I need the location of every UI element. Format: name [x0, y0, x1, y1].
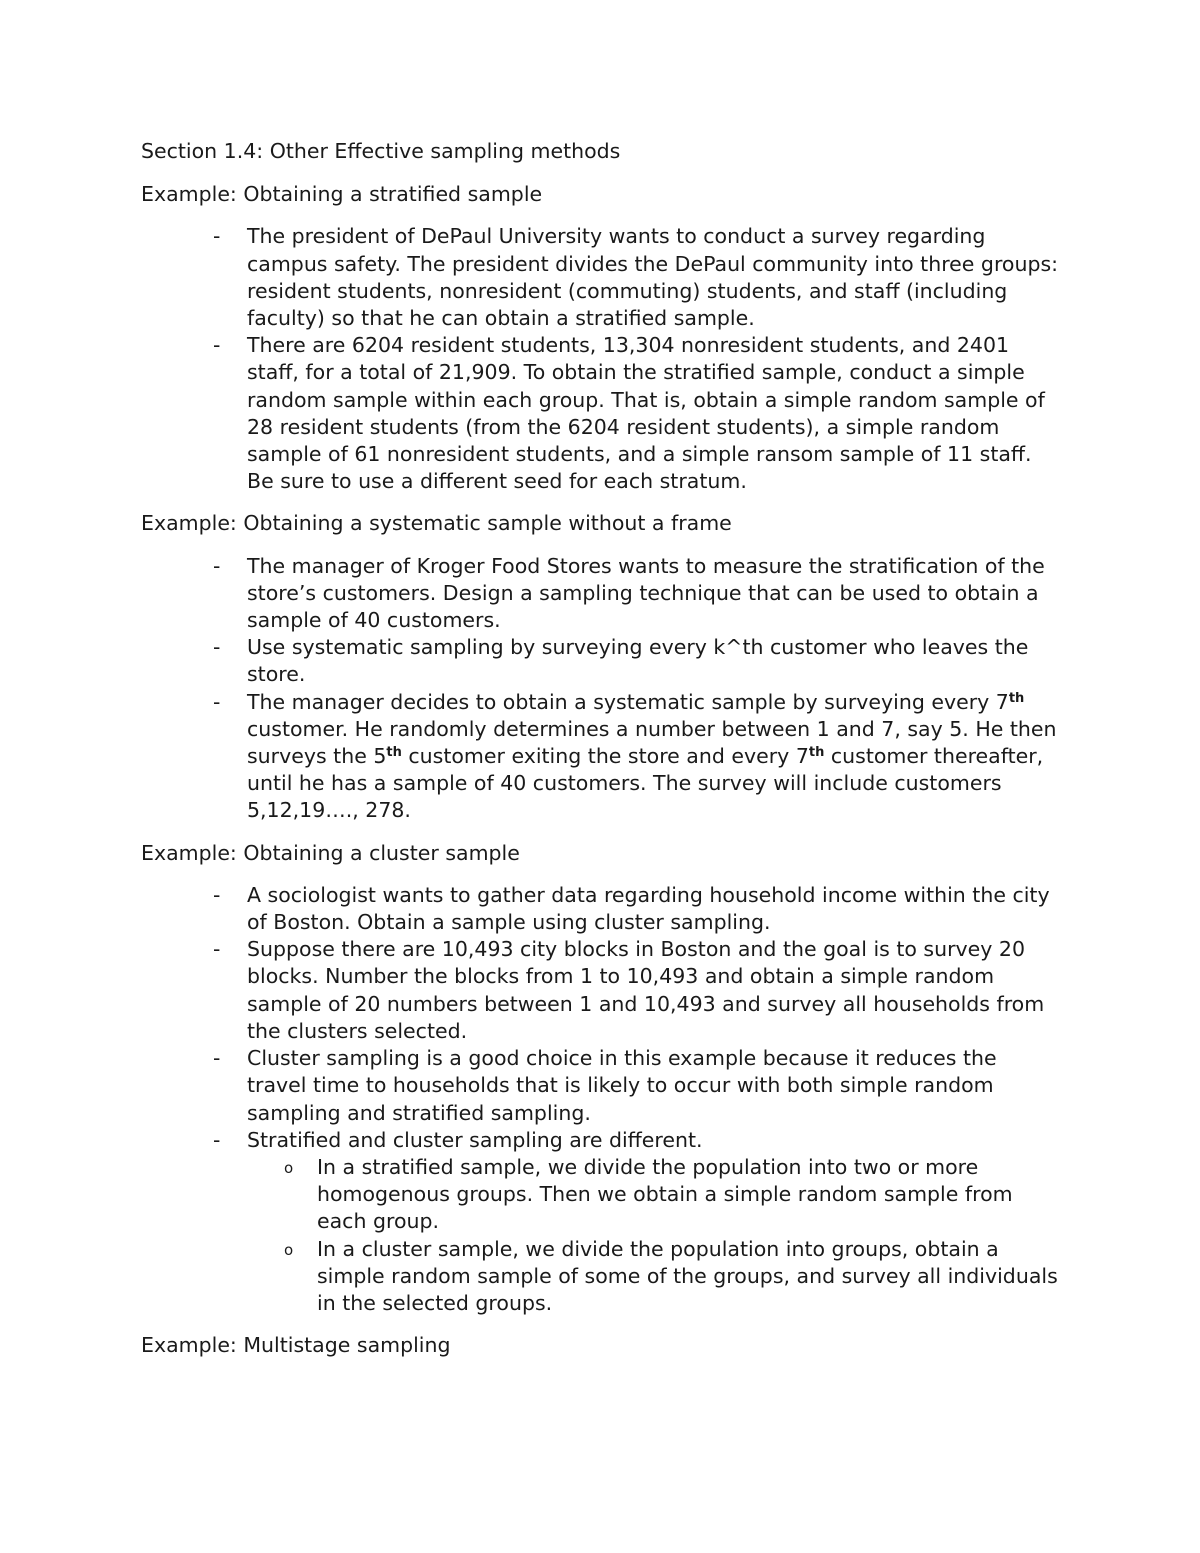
- text-fragment: customer. He randomly determines a number between 1 and 7, say 5. He then surveys the 5: [247, 716, 1057, 769]
- list-item: [213, 553, 1061, 635]
- list-item-text: The manager of Kroger Food Stores wants to measure the stratification of the store’s customers. Design a sampling technique that can be used to obtain a sample of 40 customers.: [247, 553, 1045, 633]
- list-item-text: There are 6204 resident students, 13,304 nonresident students, and 2401 staff, for a total of 21,909. To obtain the stratified sample, conduct a simple random sample within each group. That is, obtain a simple random sample of 28 resident students (from the 6204 resident students), a simple random sample of 61 nonresident students, and a simple ransom sample of 11 staff. Be sure to use a different seed for each stratum.: [247, 333, 1045, 494]
- list-item: [213, 882, 1061, 936]
- list-item-text: Cluster sampling is a good choice in this example because it reduces the travel time to households that is likely to occur with both simple random sampling and stratified sampling.: [247, 1046, 997, 1125]
- list-item: [213, 223, 1061, 332]
- example-stratified-title: Example: Obtaining a stratified sample: [141, 182, 543, 207]
- systematic-bullet-list: [141, 553, 1061, 825]
- dash-bullet-icon: -: [213, 689, 221, 714]
- stratified-bullet-list: [141, 223, 1061, 495]
- dash-bullet-icon: -: [213, 1046, 221, 1071]
- sub-list-item: [284, 1154, 1061, 1236]
- ordinal-superscript: th: [1008, 690, 1025, 706]
- dash-bullet-icon: -: [213, 224, 221, 249]
- list-item: [213, 689, 1061, 825]
- list-item-text: [247, 690, 1057, 823]
- list-item: [213, 1127, 1061, 1317]
- sub-list-item-text: In a stratified sample, we divide the population into two or more homogenous groups. Then we obtain a simple random sample from each group.: [317, 1154, 1013, 1234]
- dash-bullet-icon: -: [213, 333, 221, 358]
- text-fragment: customer thereafter, until he has a sample of 40 customers. The survey will include customers 5,12,19…., 278.: [247, 744, 1044, 823]
- circle-bullet-icon: o: [284, 1240, 294, 1259]
- example-multistage-title: Example: Multistage sampling: [141, 1333, 451, 1358]
- list-item: [213, 332, 1061, 495]
- dash-bullet-icon: -: [213, 635, 221, 660]
- example-cluster-title: Example: Obtaining a cluster sample: [141, 840, 520, 865]
- dash-bullet-icon: -: [213, 553, 221, 578]
- cluster-bullet-list: [141, 882, 1061, 1317]
- dash-bullet-icon: -: [213, 882, 221, 907]
- list-item: [213, 1045, 1061, 1127]
- ordinal-superscript: th: [808, 745, 825, 761]
- list-item-text: The president of DePaul University wants to conduct a survey regarding campus safety. The president divides the DePaul community into three groups: resident students, nonresident (commuting) students, and staff (including faculty) so that he can obtain a stratified sample.: [247, 224, 1059, 331]
- text-fragment: customer exiting the store and every 7: [401, 744, 809, 769]
- list-item-text: A sociologist wants to gather data regarding household income within the city of Boston. Obtain a sample using cluster sampling.: [247, 882, 1050, 935]
- list-item: [213, 936, 1061, 1045]
- list-item-text: Suppose there are 10,493 city blocks in Boston and the goal is to survey 20 blocks. Number the blocks from 1 to 10,493 and obtain a simple random sample of 20 numbers between 1 and 10,493 and survey all households from the clusters selected.: [247, 937, 1045, 1043]
- text-fragment: The manager decides to obtain a systematic sample by surveying every 7: [247, 689, 1009, 714]
- dash-bullet-icon: -: [213, 1127, 221, 1152]
- sub-bullet-list: [247, 1154, 1061, 1317]
- ordinal-superscript: th: [386, 745, 402, 761]
- list-item-text: Stratified and cluster sampling are different.: [247, 1127, 703, 1152]
- dash-bullet-icon: -: [213, 937, 221, 962]
- section-heading: Section 1.4: Other Effective sampling methods: [141, 139, 621, 163]
- circle-bullet-icon: o: [284, 1158, 294, 1177]
- sub-list-item: [284, 1236, 1061, 1318]
- list-item-text: Use systematic sampling by surveying every k^th customer who leaves the store.: [247, 635, 1029, 687]
- sub-list-item-text: In a cluster sample, we divide the population into groups, obtain a simple random sample of some of the groups, and survey all individuals in the selected groups.: [317, 1236, 1058, 1315]
- example-systematic-title: Example: Obtaining a systematic sample without a frame: [141, 511, 732, 536]
- list-item: [213, 634, 1061, 688]
- document-page: [141, 138, 1061, 1374]
